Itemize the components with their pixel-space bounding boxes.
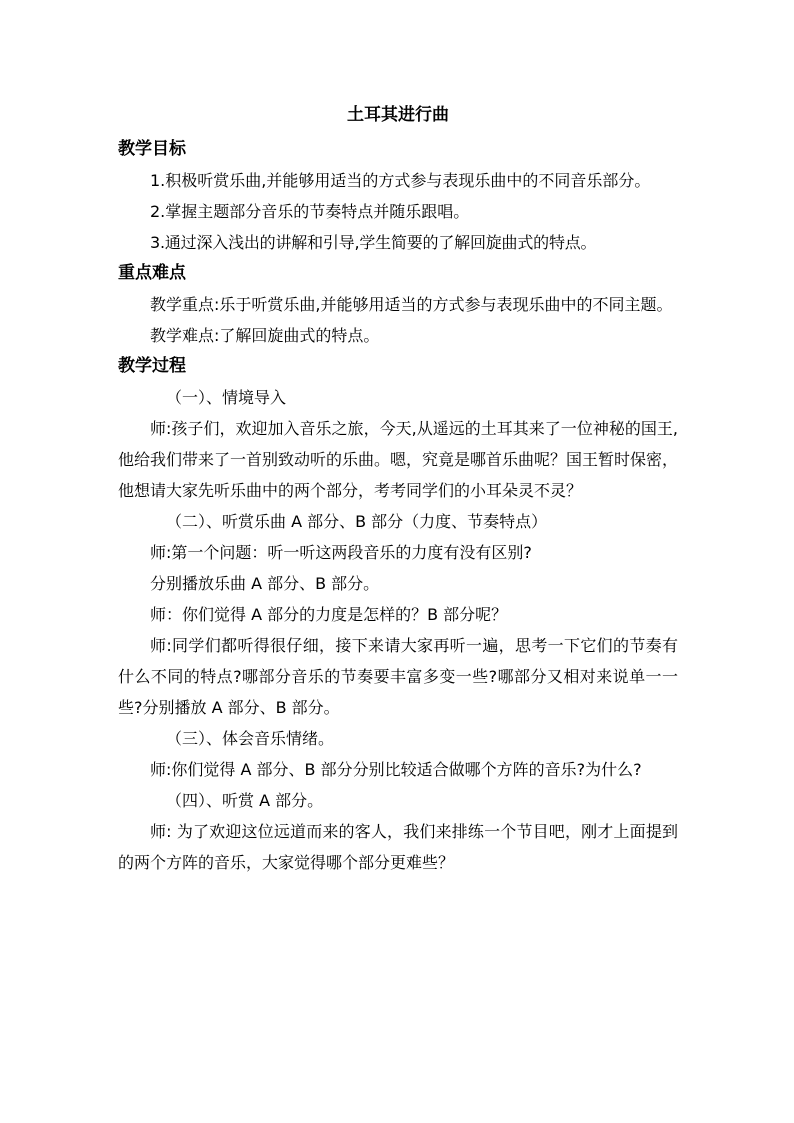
process-paragraph-2: 师:第一个问题：听一听这两段音乐的力度有没有区别? bbox=[150, 543, 532, 562]
process-step-1: （一）、情境导入 bbox=[166, 388, 287, 407]
process-paragraph-3: 分别播放乐曲 A 部分、B 部分。 bbox=[150, 574, 380, 593]
objective-item-1: 1.积极听赏乐曲,并能够用适当的方式参与表现乐曲中的不同音乐部分。 bbox=[150, 171, 651, 190]
process-paragraph-5: 师:同学们都听得很仔细，接下来请大家再听一遍，思考一下它们的节奏有什么不同的特点?哪部分音乐的节奏要丰富多变一些?哪部分又相对来说单一一些?分别播放 A 部分、B 部分。 bbox=[118, 636, 678, 717]
process-paragraph-7: 师: 为了欢迎这位远道而来的客人，我们来排练一个节目吧，刚才上面提到的两个方阵的音乐，大家觉得哪个部分更难些？ bbox=[118, 822, 678, 872]
process-step-3: （三）、体会音乐情绪。 bbox=[166, 729, 335, 748]
objective-item-2: 2.掌握主题部分音乐的节奏特点并随乐跟唱。 bbox=[150, 202, 470, 221]
objectives-heading: 教学目标 bbox=[118, 139, 186, 159]
key-point-difficulty: 教学难点:了解回旋曲式的特点。 bbox=[150, 326, 380, 345]
process-heading: 教学过程 bbox=[118, 356, 186, 376]
objective-item-3: 3.通过深入浅出的讲解和引导,学生简要的了解回旋曲式的特点。 bbox=[150, 233, 597, 252]
process-paragraph-6: 师:你们觉得 A 部分、B 部分分别比较适合做哪个方阵的音乐?为什么? bbox=[150, 760, 642, 779]
process-step-4: （四）、听赏 A 部分。 bbox=[166, 791, 324, 810]
document-page bbox=[118, 96, 678, 878]
process-paragraph-1: 师:孩子们，欢迎加入音乐之旅，今天,从遥远的土耳其来了一位神秘的国王,他给我们带来了一首别致动听的乐曲。嗯，究竟是哪首乐曲呢？国王暂时保密，他想请大家先听乐曲中的两个部分，考考同学们的小耳朵灵不灵？ bbox=[118, 419, 679, 500]
key-point-focus: 教学重点:乐于听赏乐曲,并能够用适当的方式参与表现乐曲中的不同主题。 bbox=[150, 295, 673, 314]
key-points-heading: 重点难点 bbox=[118, 263, 186, 283]
process-step-2: （二）、听赏乐曲 A 部分、B 部分（力度、节奏特点） bbox=[166, 512, 548, 531]
process-paragraph-4: 师：你们觉得 A 部分的力度是怎样的？B 部分呢？ bbox=[150, 605, 508, 624]
document-title: 土耳其进行曲 bbox=[347, 105, 449, 125]
